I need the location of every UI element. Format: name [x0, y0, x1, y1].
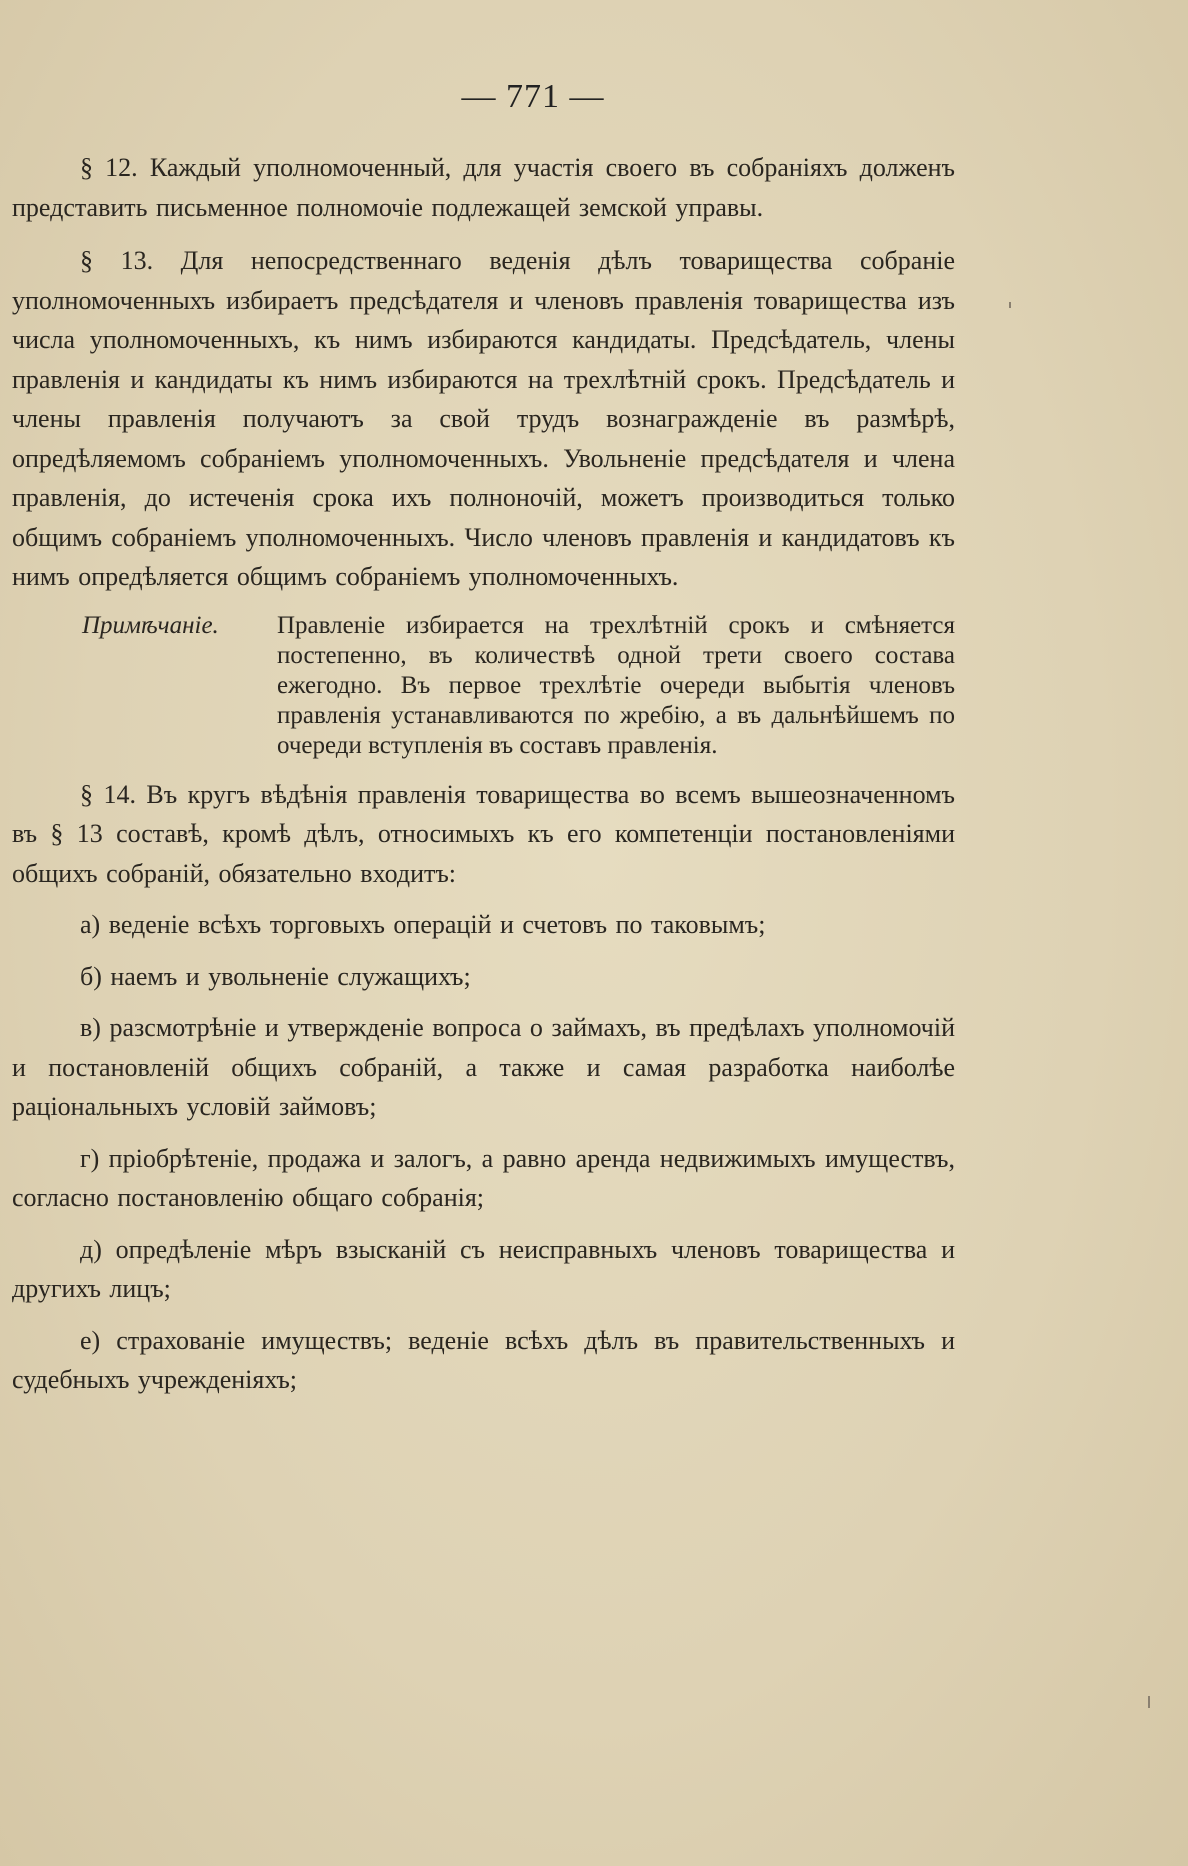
section-13: § 13. Для непосредственнаго веденія дѣлъ товарищества собраніе уполномоченныхъ избираетъ предсѣдателя и членовъ правленія товарищества изъ числа уполномоченныхъ, къ нимъ избираются кандидаты. Предсѣдатель, члены правленія и кандидаты къ нимъ избираются на трехлѣтній срокъ. Предсѣдатель и члены правленія получаютъ за свой трудъ вознагражденіе въ размѣрѣ, опредѣляемомъ собраніемъ уполномоченныхъ. Увольненіе предсѣдателя и члена правленія, до истеченія срока ихъ полноночій, можетъ производиться только общимъ собраніемъ уполномоченныхъ. Число членовъ правленія и кандидатовъ къ нимъ опредѣляется общимъ собраніемъ уполномоченныхъ.: [12, 246, 955, 591]
margin-speck: [1009, 302, 1011, 308]
body-text: [12, 148, 955, 1400]
margin-speck: [1148, 1696, 1150, 1708]
section-12: § 12. Каждый уполномоченный, для участія своего въ собраніяхъ долженъ представить письменное полномочіе подлежащей земской управы.: [12, 153, 955, 222]
list-item-e: е) страхованіе имуществъ; веденіе всѣхъ дѣлъ въ правительственныхъ и судебныхъ учрежденіяхъ;: [12, 1325, 955, 1394]
note-label: Примѣчаніе.: [82, 611, 219, 639]
note-text: Правленіе избирается на трехлѣтній срокъ и смѣняется постепенно, въ количествѣ одной трети своего состава ежегодно. Въ первое трехлѣтіе очереди выбытія членовъ правленія устанавливаются по жребію, а въ дальнѣйшемъ по очереди вступленія въ составъ правленія.: [277, 611, 955, 759]
list-item-d: д) опредѣленіе мѣръ взысканій съ неисправныхъ членовъ товарищества и другихъ лицъ;: [12, 1234, 955, 1303]
list-item-b: б) наемъ и увольненіе служащихъ;: [80, 961, 471, 991]
list-item-g: г) пріобрѣтеніе, продажа и залогъ, а равно аренда недвижимыхъ имуществъ, согласно постановленію общаго собранія;: [12, 1143, 955, 1212]
note: [12, 611, 955, 761]
page-number: — 771 —: [461, 78, 605, 115]
section-14: § 14. Въ кругъ вѣдѣнія правленія товарищества во всемъ вышеозначенномъ въ § 13 составѣ, кромѣ дѣлъ, относимыхъ къ его компетенціи постановленіями общихъ собраній, обязательно входитъ:: [12, 779, 955, 888]
list-item-v: в) разсмотрѣніе и утвержденіе вопроса о займахъ, въ предѣлахъ уполномочій и постановленій общихъ собраній, а также и самая разработка наиболѣе раціональныхъ условій займовъ;: [12, 1013, 955, 1121]
list-item-a: а) веденіе всѣхъ торговыхъ операцій и счетовъ по таковымъ;: [80, 910, 766, 939]
